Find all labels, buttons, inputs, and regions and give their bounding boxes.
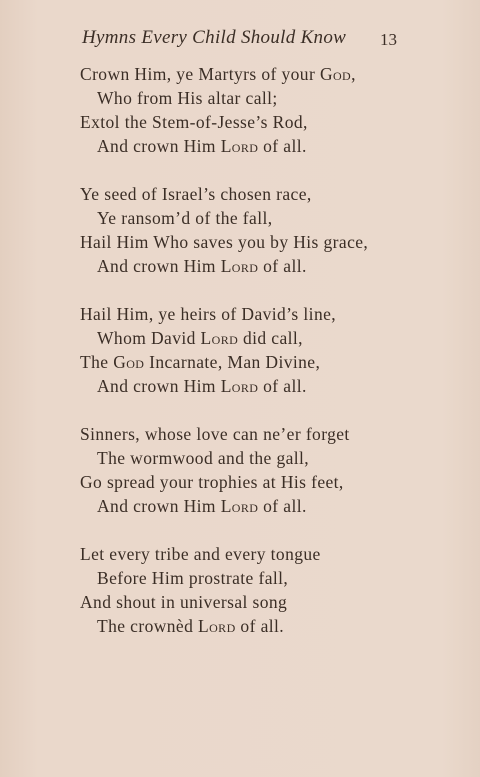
verse-text: The crownèd [97,616,199,636]
verse-text: Who from His altar call; [97,88,278,108]
stanza [80,302,420,398]
verse-text: Extol the Stem-of-Jesse’s Rod, [80,112,308,132]
verse-text: of all. [258,376,307,396]
verse-line [80,134,420,158]
verse-line [80,254,420,278]
verse-line [80,302,420,326]
small-caps-word: Lord [198,616,236,636]
verse-line [80,62,420,86]
verse-line [80,230,420,254]
small-caps-word: Lord [220,376,259,396]
stanza [80,542,420,638]
running-head [82,27,402,53]
verse-text: Hail Him, ye heirs of David’s line, [80,304,337,324]
verse-text: The [80,352,114,372]
hymn-text [80,62,420,662]
verse-line [80,374,420,398]
verse-line [80,614,420,638]
verse-line [80,326,420,350]
verse-line [80,182,420,206]
verse-text: Ye ransom’d of the fall, [97,208,273,228]
small-caps-word: Lord [220,136,259,156]
verse-text: Incarnate, Man Divine, [144,352,321,372]
verse-text: Let every tribe and every tongue [80,544,321,564]
verse-text: did call, [238,328,303,348]
stanza [80,182,420,278]
verse-line [80,494,420,518]
verse-line [80,566,420,590]
verse-text: The wormwood and the gall, [97,448,310,468]
verse-line [80,86,420,110]
verse-text: of all. [235,616,285,636]
small-caps-word: Lord [220,256,259,276]
running-title: Hymns Every Child Should Know [82,27,347,48]
verse-text: And crown Him [97,136,221,156]
verse-text: Sinners, whose love can ne’er forget [80,424,350,444]
small-caps-word: God [319,64,352,84]
verse-text: Whom David [97,328,201,348]
small-caps-word: Lord [200,328,239,348]
small-caps-word: Lord [220,496,259,516]
verse-line [80,470,420,494]
verse-line [80,422,420,446]
verse-text: of all. [258,496,307,516]
verse-text: Go spread your trophies at His feet, [80,472,344,492]
verse-text: of all. [258,136,307,156]
verse-text: Hail Him Who saves you by His grace, [80,232,369,252]
verse-text: Crown Him, ye Martyrs of your [80,64,320,84]
stanza [80,422,420,518]
verse-text: And shout in universal song [80,592,288,612]
stanza [80,62,420,158]
verse-line [80,542,420,566]
verse-text: , [351,64,356,84]
verse-line [80,350,420,374]
verse-line [80,206,420,230]
verse-text: And crown Him [97,496,221,516]
page-number: 13 [380,30,397,49]
verse-text: Before Him prostrate fall, [97,568,289,588]
verse-text: And crown Him [97,256,221,276]
verse-line [80,110,420,134]
verse-line [80,446,420,470]
small-caps-word: God [113,352,145,372]
verse-line [80,590,420,614]
verse-text: Ye seed of Israel’s chosen race, [80,184,312,204]
verse-text: of all. [258,256,307,276]
verse-text: And crown Him [97,376,221,396]
